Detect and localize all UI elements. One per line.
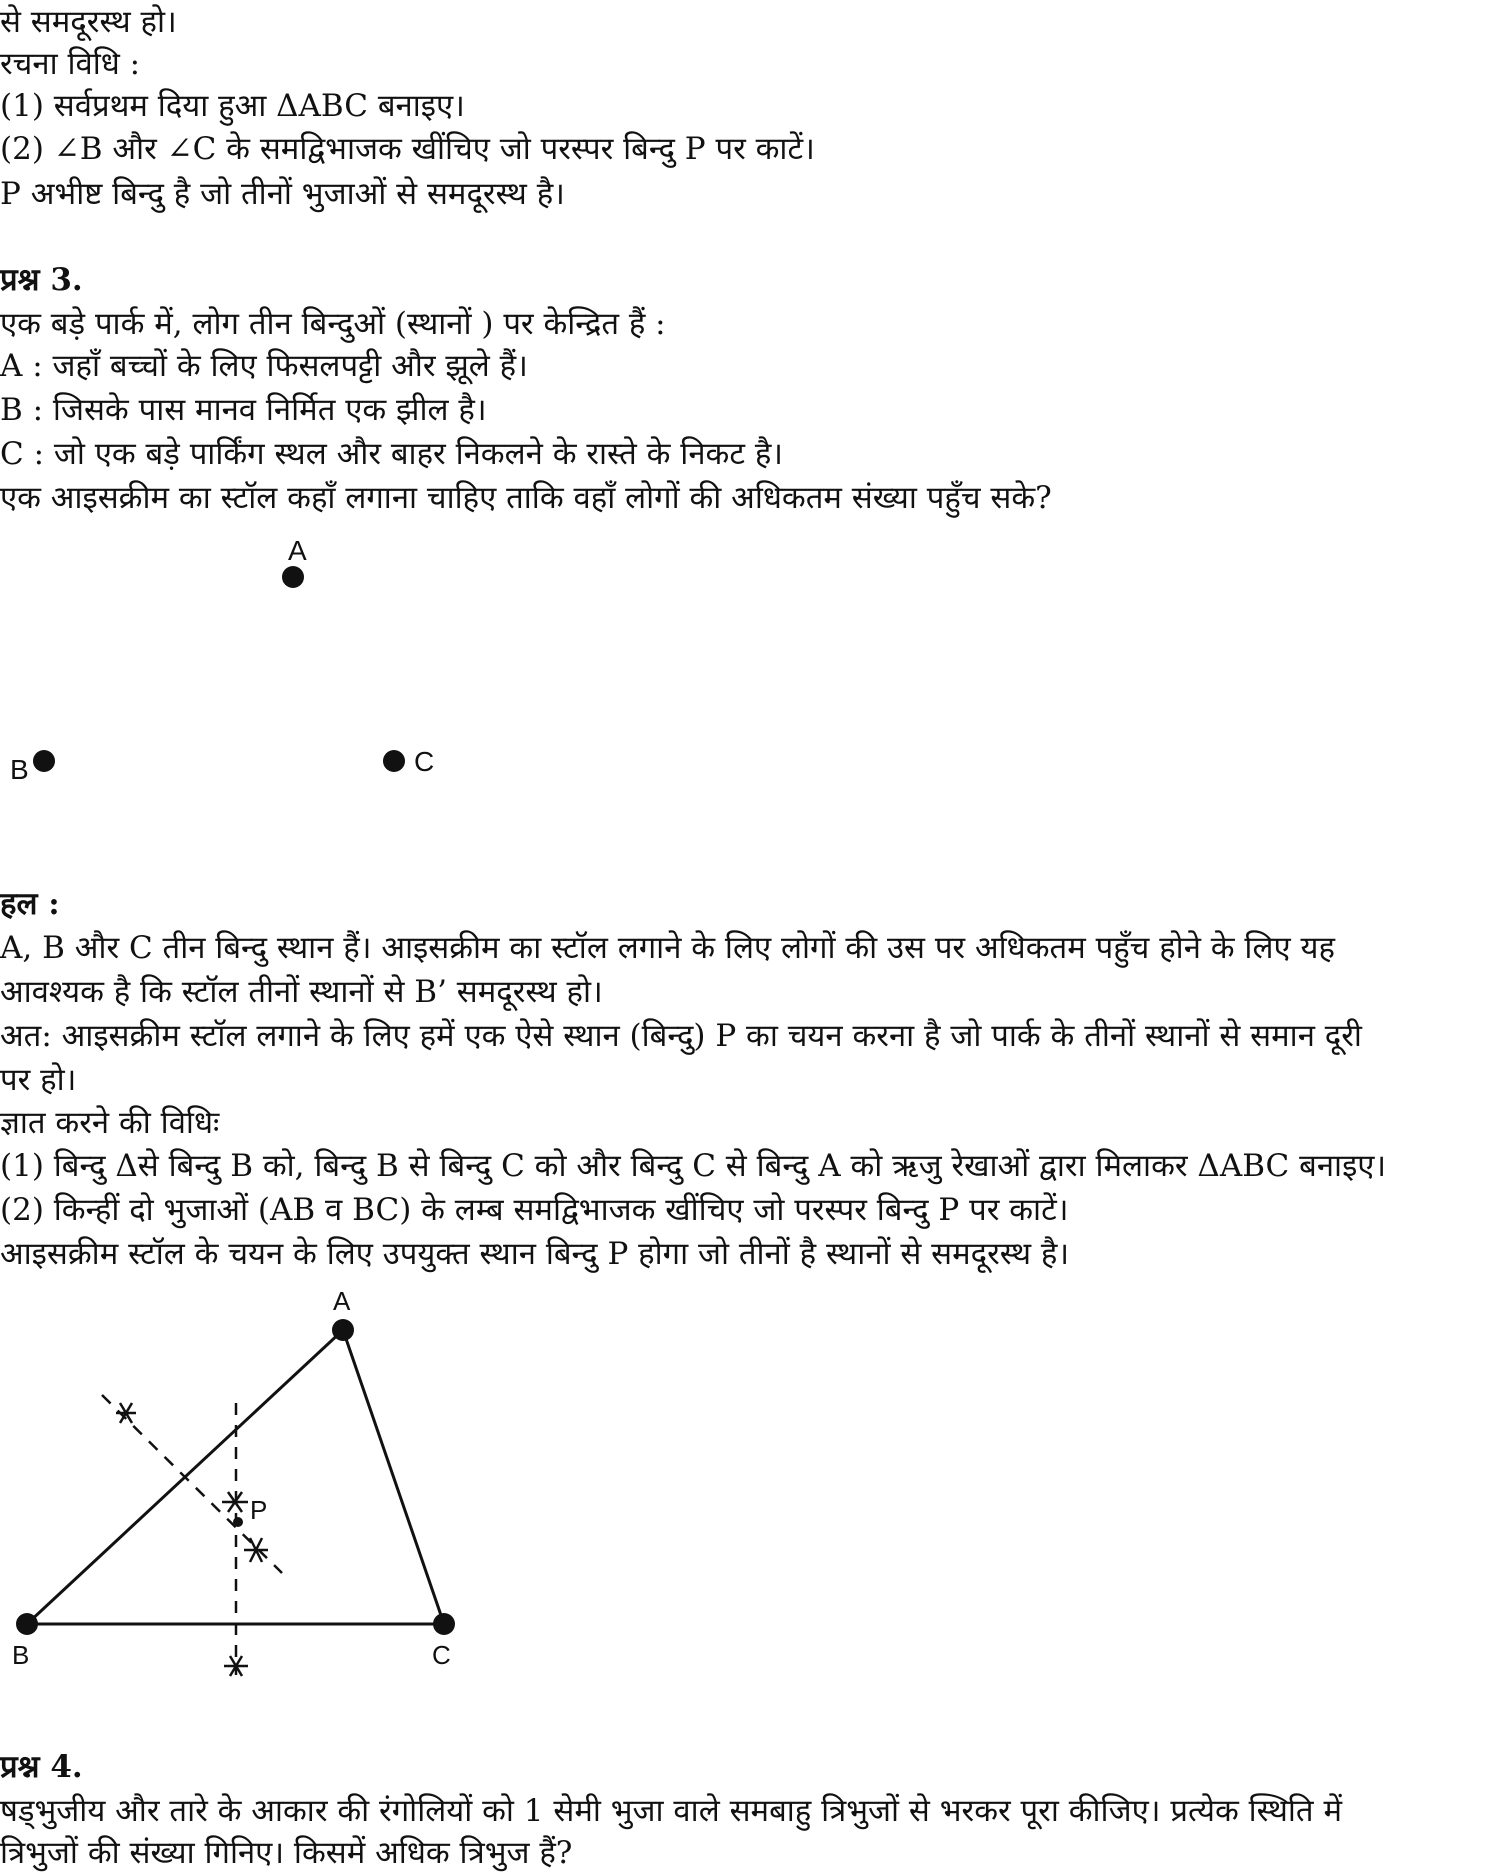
question-4-line: त्रिभुजों की संख्या गिनिए। किसमें अधिक त्रिभुज हैं? bbox=[0, 1835, 573, 1871]
solution-line: अत: आइसक्रीम स्टॉल लगाने के लिए हमें एक ऐसे स्थान (बिन्दु) P का चयन करना है जो पार्क के तीनों स्थानों से समान दूरी bbox=[0, 1018, 1362, 1054]
point-b-label: B bbox=[10, 754, 29, 785]
question-3-line: एक बड़े पार्क में, लोग तीन बिन्दुओं (स्थानों ) पर केन्द्रित हैं : bbox=[0, 306, 666, 342]
arc-mark bbox=[244, 1538, 268, 1562]
point-c bbox=[383, 750, 405, 772]
solution-step-1: (1) बिन्दु Δसे बिन्दु B को, बिन्दु B से बिन्दु C को और बिन्दु C से बिन्दु A को ऋजु रेखाओं द्वारा मिलाकर ΔABC बनाइए। bbox=[0, 1148, 1387, 1184]
arc-mark bbox=[116, 1403, 136, 1423]
solution-conclusion: आइसक्रीम स्टॉल के चयन के लिए उपयुक्त स्थान बिन्दु P होगा जो तीनों है स्थानों से समदूरस्थ है। bbox=[0, 1236, 1070, 1272]
vertex-c bbox=[433, 1613, 455, 1635]
question-4-line: षड्भुजीय और तारे के आकार की रंगोलियों को 1 सेमी भुजा वाले समबाहु त्रिभुजों से भरकर पूरा कीजिए। प्रत्येक स्थिति में bbox=[0, 1793, 1342, 1829]
points-figure bbox=[0, 525, 480, 795]
question-3-line: A : जहाँ बच्चों के लिए फिसलपट्टी और झूले हैं। bbox=[0, 348, 528, 384]
question-3-line: C : जो एक बड़े पार्किंग स्थल और बाहर निकलने के रास्ते के निकट है। bbox=[0, 436, 784, 472]
side-ac bbox=[343, 1330, 444, 1624]
intro-step-1: (1) सर्वप्रथम दिया हुआ ΔABC बनाइए। bbox=[0, 88, 465, 124]
intro-method-title: रचना विधि : bbox=[0, 46, 141, 82]
solution-method-title: ज्ञात करने की विधिः bbox=[0, 1105, 220, 1141]
vertex-a bbox=[332, 1319, 354, 1341]
point-p bbox=[233, 1517, 243, 1527]
question-4-heading: प्रश्न 4. bbox=[0, 1749, 83, 1785]
solution-line: आवश्यक है कि स्टॉल तीनों स्थानों से B’ समदूरस्थ हो। bbox=[0, 974, 603, 1010]
point-a-label: A bbox=[288, 535, 307, 566]
vertex-b bbox=[16, 1613, 38, 1635]
intro-step-2: (2) ∠B और ∠C के समद्विभाजक खींचिए जो परस्पर बिन्दु P पर काटें। bbox=[0, 131, 815, 167]
point-b bbox=[33, 750, 55, 772]
question-3-heading: प्रश्न 3. bbox=[0, 262, 83, 298]
question-3-line: एक आइसक्रीम का स्टॉल कहाँ लगाना चाहिए ताकि वहाँ लोगों की अधिकतम संख्या पहुँच सके? bbox=[0, 480, 1052, 516]
vertex-c-label: C bbox=[432, 1640, 451, 1670]
vertex-a-label: A bbox=[333, 1286, 351, 1316]
intro-line: से समदूरस्थ हो। bbox=[0, 4, 177, 40]
point-p-label: P bbox=[250, 1495, 268, 1525]
point-c-label: C bbox=[414, 746, 435, 777]
solution-line: A, B और C तीन बिन्दु स्थान हैं। आइसक्रीम का स्टॉल लगाने के लिए लोगों की उस पर अधिकतम पहुँच होने के लिए यह bbox=[0, 930, 1335, 966]
solution-step-2: (2) किन्हीं दो भुजाओं (AB व BC) के लम्ब समद्विभाजक खींचिए जो परस्पर बिन्दु P पर काटें। bbox=[0, 1192, 1069, 1228]
point-a bbox=[282, 566, 304, 588]
solution-heading: हल : bbox=[0, 886, 60, 922]
vertex-b-label: B bbox=[12, 1640, 30, 1670]
question-3-line: B : जिसके पास मानव निर्मित एक झील है। bbox=[0, 392, 487, 428]
solution-line: पर हो। bbox=[0, 1062, 77, 1098]
triangle-construction-figure bbox=[0, 1280, 480, 1690]
intro-conclusion: P अभीष्ट बिन्दु है जो तीनों भुजाओं से समदूरस्थ है। bbox=[0, 176, 565, 212]
